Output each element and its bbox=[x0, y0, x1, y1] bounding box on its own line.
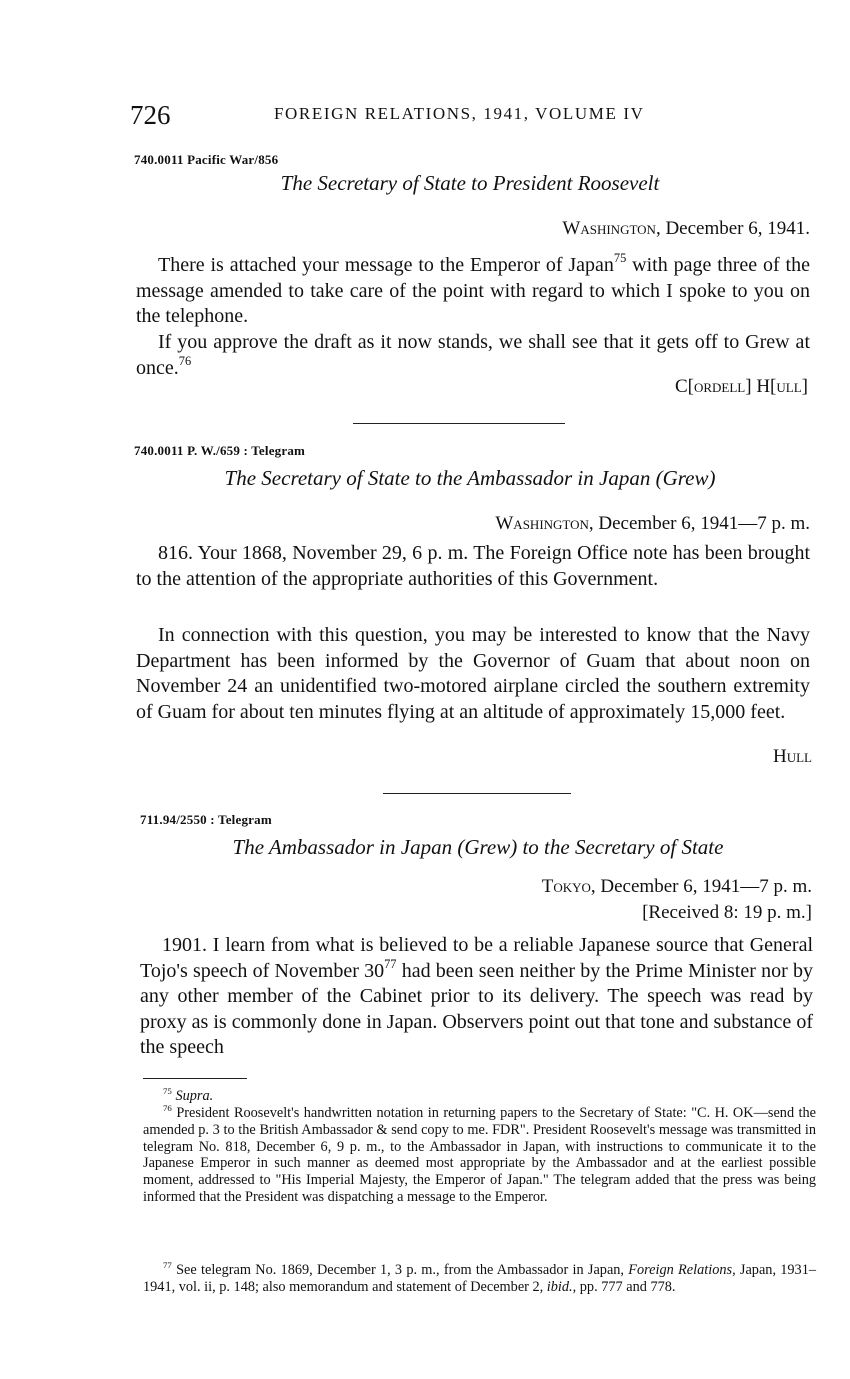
footnote-divider bbox=[143, 1078, 247, 1079]
doc2-file-ref: 740.0011 P. W./659 : Telegram bbox=[134, 443, 306, 458]
page-number: 726 bbox=[130, 100, 171, 130]
footnote-ref-77: 77 bbox=[384, 956, 397, 971]
doc1-signature: C[ordell] H[ull] bbox=[674, 376, 808, 397]
doc2-paragraph-1: 816. Your 1868, November 29, 6 p. m. The Foreign Office note has been brought to the attention of the appropriate authorities of this Government. bbox=[136, 542, 810, 590]
doc2-dateline-place: Washington bbox=[495, 513, 589, 534]
doc1-file-ref: 740.0011 Pacific War/856 bbox=[134, 152, 279, 167]
doc3-dateline-date: , December 6, 1941—7 p. m. bbox=[590, 876, 812, 897]
footnote-ref-76: 76 bbox=[178, 353, 192, 368]
doc2-paragraph-2: In connection with this question, you may be interested to know that the Navy Department has been informed by the Governor of Guam that about noon on November 24 an unidentified two-motored airplane circled the southern extremity of Guam for about ten minutes flying at an altitude of approximately 15,000 feet. bbox=[136, 624, 810, 723]
doc2-dateline bbox=[300, 513, 810, 535]
section-divider-1 bbox=[353, 423, 565, 424]
doc3-paragraph-1: 1901. I learn from what is believed to be a reliable Japanese source that General Tojo's speech of November $30^{77}$ had been seen neither by the Prime Minister nor by any other member of the Cabinet prior to its delivery. The speech was read by proxy as is commonly done in Japan. Observers point out that tone and substance of the speech bbox=[140, 934, 813, 1058]
doc1-dateline bbox=[300, 218, 810, 240]
footnote-76: $^{76}$ President Roosevelt's handwritten notation in returning papers to the Secretary of State: "C. H. OK—send the amended p. 3 to the British Ambassador & send copy to me. FDR". President Roosevelt's message was transmitted in telegram No. 818, December 6, 9 p. m., to the Ambassador in Japan, with instructions to communicate it to the Japanese Emperor in such manner as deemed most appropriate by the Ambassador and at the earliest possible moment, addressed to "His Imperial Majesty, the Emperor of Japan." The telegram added that the press was being informed that the President was dispatching a message to the Emperor. bbox=[143, 1103, 816, 1205]
doc3-file-ref: 711.94/2550 : Telegram bbox=[140, 812, 272, 827]
doc3-title: The Ambassador in Japan (Grew) to the Secretary of State bbox=[232, 835, 724, 859]
doc2-dateline-date: , December 6, 1941—7 p. m. bbox=[588, 513, 810, 534]
doc1-paragraph-1: There is attached your message to the Emperor of Japan$^{75}$ with page three of the message amended to take care of the point with regard to which I spoke to you on the telephone. bbox=[136, 251, 810, 327]
doc1-paragraph-2: If you approve the draft as it now stands, we shall see that it gets off to Grew at once.$^{76}$ bbox=[136, 331, 810, 379]
doc1-dateline-place: Washington bbox=[562, 218, 656, 239]
section-divider-2 bbox=[383, 793, 571, 794]
page-header bbox=[130, 100, 730, 134]
footnote-77: $^{77}$ See telegram No. 1869, December 1, 3 p. m., from the Ambassador in Japan, Foreign Relations, Japan, 1931–1941, vol. ii, p. 148; also memorandum and statement of December 2, ibid., pp. 777 and 778. bbox=[143, 1260, 817, 1295]
doc2-signature: Hull bbox=[773, 746, 812, 767]
doc1-dateline-date: , December 6, 1941. bbox=[655, 218, 810, 239]
footnote-ref-75: 75 bbox=[613, 251, 627, 265]
doc1-title: The Secretary of State to President Roosevelt bbox=[280, 171, 660, 195]
doc3-dateline bbox=[300, 876, 812, 898]
doc3-received: [Received 8: 19 p. m.] bbox=[642, 902, 812, 923]
doc2-title: The Secretary of State to the Ambassador in Japan (Grew) bbox=[224, 466, 716, 490]
doc3-dateline-place: Tokyo bbox=[541, 876, 591, 897]
running-title: FOREIGN RELATIONS, 1941, VOLUME IV bbox=[274, 104, 645, 123]
footnote-75: $^{75}$ Supra. bbox=[163, 1086, 214, 1104]
